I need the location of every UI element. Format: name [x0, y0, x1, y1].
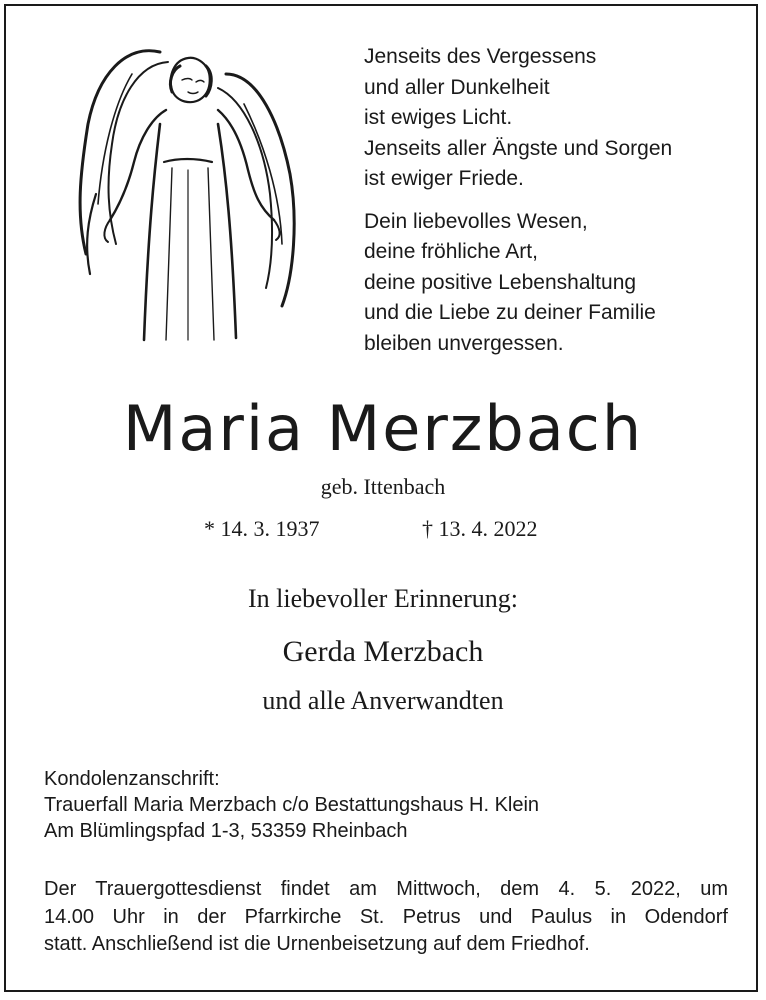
poem-line: ist ewiger Friede. [364, 167, 524, 190]
poem-line: und die Liebe zu deiner Familie [364, 301, 656, 324]
deceased-name: Maria Merzbach [122, 392, 644, 465]
poem-line: deine positive Lebenshaltung [364, 270, 637, 294]
poem-stanza-1 [364, 42, 754, 195]
service-line: statt. Anschließend ist die Urnenbeisetzung auf dem Friedhof. [44, 933, 590, 955]
mourner-name: Gerda Merzbach [282, 635, 484, 668]
condolence-label: Kondolenzanschrift: [44, 768, 220, 790]
poem [364, 42, 754, 371]
angel-icon [68, 44, 304, 344]
poem-line: ist ewiges Licht. [364, 106, 513, 129]
service-line: 14.00 Uhr in der Pfarrkirche St. Petrus und Paulus in Odendorf [44, 905, 728, 928]
poem-line: bleiben unvergessen. [364, 331, 564, 355]
memory-intro: In liebevoller Erinnerung: [247, 584, 519, 613]
poem-line: Jenseits aller Ängste und Sorgen [364, 136, 673, 160]
service-info [44, 876, 728, 959]
birth-date: * 14. 3. 1937 [204, 516, 320, 541]
obituary-notice [4, 4, 758, 992]
death-date: † 13. 4. 2022 [422, 516, 538, 541]
service-line: Der Trauergottesdienst findet am Mittwoch, dem 4. 5. 2022, um [44, 878, 728, 900]
poem-line: Dein liebevolles Wesen, [364, 209, 588, 233]
condolence-address [44, 766, 539, 844]
condolence-line: Trauerfall Maria Merzbach c/o Bestattungshaus H. Klein [44, 794, 540, 816]
poem-line: und aller Dunkelheit [364, 75, 550, 99]
poem-line: Jenseits des Vergessens [364, 45, 597, 68]
condolence-line: Am Blümlingspfad 1-3, 53359 Rheinbach [44, 820, 408, 842]
poem-line: deine fröhliche Art, [364, 240, 538, 263]
birth-name: geb. Ittenbach [320, 474, 446, 499]
relatives-line: und alle Anverwandten [262, 686, 504, 715]
poem-stanza-2 [364, 207, 754, 360]
